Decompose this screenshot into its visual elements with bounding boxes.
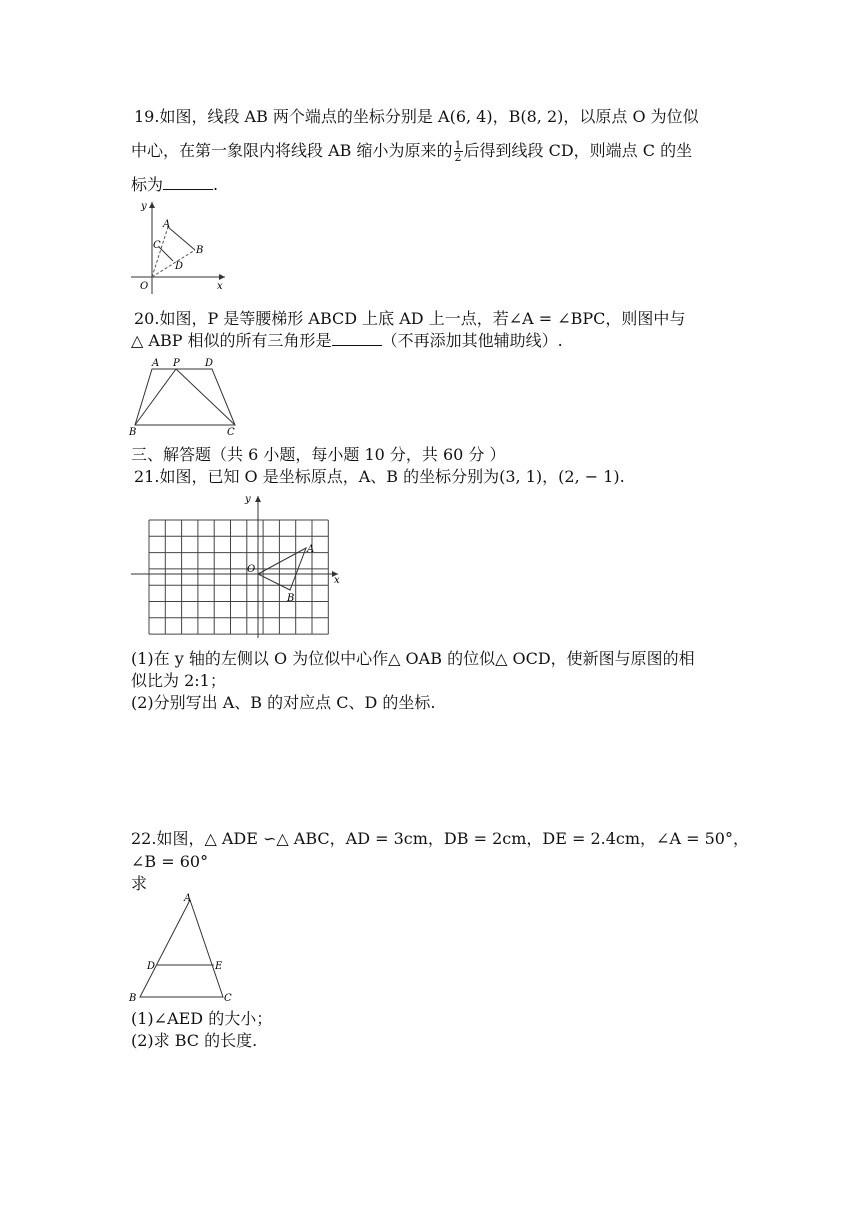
q20-line-2 [131, 331, 563, 351]
q21-part-1-line-1: (1)在 y 轴的左侧以 O 为位似中心作△ OAB 的位似△ OCD，使新图与原图的相 [131, 649, 695, 668]
q20-figure [125, 354, 245, 440]
q20-line-2-text-end: （不再添加其他辅助线）. [381, 331, 563, 350]
point-c-label: C [153, 240, 161, 251]
answer-blank [163, 175, 213, 190]
q22-figure [125, 890, 245, 1005]
q20-line-1: 20.如图，P 是等腰梯形 ABCD 上底 AD 上一点，若∠A = ∠BPC，则图中与 [134, 309, 686, 328]
point-a-label: A [184, 893, 192, 904]
y-axis-label: y [141, 201, 147, 212]
q20-line-2-text: △ ABP 相似的所有三角形是 [131, 331, 332, 350]
point-a-label: A [307, 544, 315, 555]
point-e-label: E [215, 961, 223, 972]
point-p-label: P [173, 358, 180, 369]
q22-part-1: (1)∠AED 的大小； [131, 1009, 273, 1028]
q21-grid-figure [125, 490, 350, 640]
y-axis-label: y [245, 494, 251, 505]
q21-part-2: (2)分别写出 A、B 的对应点 C、D 的坐标. [131, 693, 436, 712]
q19-line-1: 19.如图，线段 AB 两个端点的坐标分别是 A(6, 4)，B(8, 2)，以原点 O 为位似 [134, 107, 699, 126]
fraction-one-half [454, 140, 463, 163]
q22-part-2: (2)求 BC 的长度. [131, 1031, 258, 1050]
origin-label: O [247, 564, 256, 575]
point-a-label: A [152, 358, 160, 369]
q19-line-2-text-end: 后得到线段 CD，则端点 C 的坐 [463, 141, 693, 160]
q19-line-2 [131, 140, 692, 163]
section-heading: 三、解答题（共 6 小题，每小题 10 分，共 60 分 ） [131, 445, 506, 464]
point-b-label: B [129, 427, 137, 438]
origin-label: O [140, 281, 149, 292]
point-b-label: B [129, 993, 137, 1004]
q19-line-3-period: . [213, 175, 219, 194]
point-d-label: D [205, 358, 214, 369]
point-a-label: A [163, 219, 171, 230]
fraction-numerator: 1 [454, 139, 462, 152]
point-b-label: B [196, 245, 204, 256]
point-d-label: D [175, 261, 184, 272]
q19-figure [125, 196, 235, 296]
x-axis-label: x [217, 281, 223, 292]
q19-line-3 [131, 175, 218, 195]
q19-line-2-text: 中心，在第一象限内将线段 AB 缩小为原来的 [131, 141, 453, 160]
x-axis-label: x [334, 575, 340, 586]
q21-line-1: 21.如图，已知 O 是坐标原点，A、B 的坐标分别为(3, 1)，(2, − 1). [134, 467, 625, 486]
fraction-denominator: 2 [454, 151, 462, 164]
q22-line-3: 求 [131, 874, 148, 893]
point-c-label: C [224, 993, 232, 1004]
coordinate-grid [149, 520, 328, 634]
answer-blank [332, 331, 382, 346]
point-c-label: C [227, 427, 235, 438]
q19-line-3-text: 标为 [131, 175, 164, 194]
q22-line-1: 22.如图，△ ADE ∽△ ABC，AD = 3cm，DB = 2cm，DE = 2.4cm，∠A = 50°， [131, 829, 749, 848]
q22-line-2: ∠B = 60° [131, 852, 209, 871]
point-d-label: D [147, 961, 156, 972]
point-b-label: B [287, 593, 295, 604]
q21-part-1-line-2: 似比为 2:1； [131, 671, 226, 690]
